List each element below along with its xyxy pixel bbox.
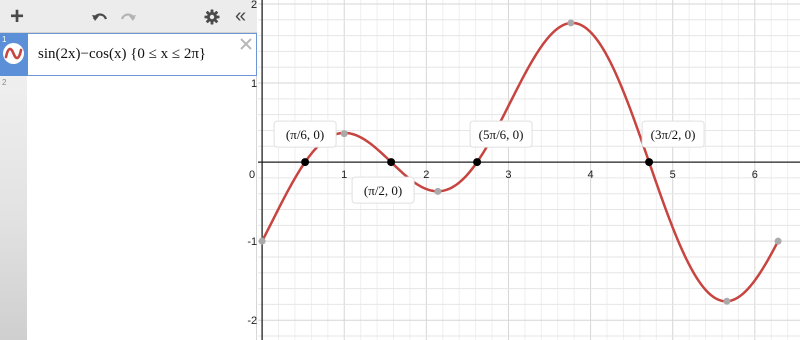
- point-label-text: (π/2, 0): [363, 183, 403, 199]
- x-tick-label: 3: [505, 169, 512, 182]
- settings-button[interactable]: [200, 0, 224, 33]
- point-label-text: (π/6, 0): [285, 127, 325, 143]
- extremum-point[interactable]: [259, 238, 266, 245]
- x-tick-label: 5: [669, 169, 676, 182]
- gear-icon: [204, 9, 220, 25]
- expression-number: 1: [2, 35, 7, 44]
- x-tick-label: 1: [341, 169, 348, 182]
- zero-point[interactable]: [645, 158, 653, 166]
- y-tick-label: -1: [247, 236, 258, 249]
- point-label-text: (3π/2, 0): [650, 127, 696, 143]
- x-tick-label: 0: [249, 169, 256, 182]
- extremum-point[interactable]: [775, 238, 782, 245]
- point-label-text: (5π/6, 0): [478, 127, 524, 143]
- point-label: [642, 121, 704, 147]
- y-tick-label: 1: [250, 78, 258, 91]
- tick-labels: [247, 0, 758, 327]
- y-tick-label: -2: [247, 315, 258, 328]
- expression-item-1[interactable]: [0, 33, 257, 76]
- x-tick-label: 4: [587, 169, 594, 182]
- extremum-point[interactable]: [434, 188, 441, 195]
- point-label: [352, 177, 414, 203]
- expression-input[interactable]: sin(2x)−cos(x) {0 ≤ x ≤ 2π}: [38, 46, 207, 62]
- extremum-point[interactable]: [723, 298, 730, 305]
- graph-canvas[interactable]: [247, 0, 800, 340]
- extremum-point[interactable]: [341, 130, 348, 137]
- delete-expression-button[interactable]: [237, 36, 255, 54]
- x-tick-label: 6: [751, 169, 758, 182]
- collapse-panel-button[interactable]: «: [234, 5, 244, 27]
- expression-color-gutter[interactable]: [0, 33, 28, 76]
- x-tick-label: 2: [423, 169, 430, 182]
- wave-icon[interactable]: [3, 43, 24, 64]
- zero-point[interactable]: [301, 158, 309, 166]
- expression-toolbar: [0, 0, 257, 33]
- expression-panel: [0, 0, 257, 340]
- undo-icon: [91, 10, 109, 24]
- zero-point[interactable]: [387, 158, 395, 166]
- extremum-point[interactable]: [567, 19, 574, 26]
- point-label: [274, 121, 336, 147]
- redo-icon: [119, 10, 137, 24]
- graph-paper[interactable]: [247, 0, 800, 340]
- point-label: [470, 121, 532, 147]
- add-item-button[interactable]: +: [9, 2, 24, 30]
- close-icon: [239, 37, 253, 51]
- redo-button[interactable]: [116, 0, 140, 33]
- zero-point[interactable]: [473, 158, 481, 166]
- grid-lines: [258, 0, 800, 340]
- expression-number-2: 2: [2, 78, 7, 87]
- y-tick-label: 2: [250, 0, 258, 11]
- undo-button[interactable]: [88, 0, 112, 33]
